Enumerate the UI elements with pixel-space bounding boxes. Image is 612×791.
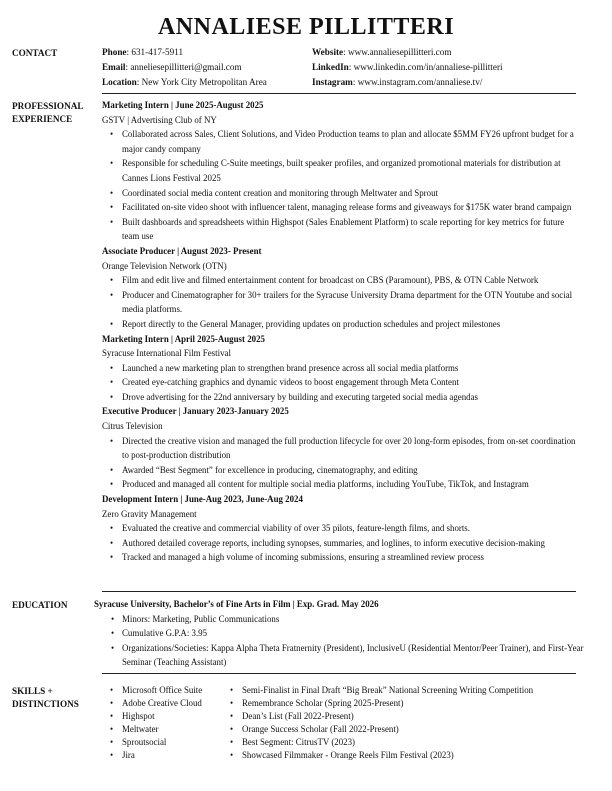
experience-list [102, 98, 582, 565]
job-bullet: • Producer and Cinematographer for 30+ trailers for the Syracuse University Drama department for the OTN Youtube and social media platforms. [102, 288, 582, 317]
location-value: : New York City Metropolitan Area [136, 77, 267, 87]
job-title: Executive Producer | January 2023-January 2025 [102, 406, 289, 417]
job-entry [102, 404, 582, 492]
job-bullet: • Tracked and managed a high volume of incoming submissions, ensuring a streamlined review process [102, 550, 582, 565]
education-divider [102, 673, 576, 674]
job-bullets [102, 361, 582, 405]
contact-email [102, 60, 267, 75]
contact-location [102, 75, 267, 90]
website-link[interactable]: : www.annaliesepillitteri.com [343, 47, 452, 57]
resume-name: ANNALIESE PILLITTERI [157, 14, 455, 40]
section-label-experience-line2: EXPERIENCE [12, 114, 73, 124]
contact-right-column [312, 45, 503, 90]
phone-value[interactable]: : 631-417-5911 [126, 47, 184, 57]
distinction-item: • Orange Success Scholar (Fall 2022-Present) [222, 723, 582, 736]
job-bullet: • Built dashboards and spreadsheets within Highspot (Sales Enablement Platform) to scale reporting for key metrics for future team use [102, 215, 582, 244]
education-bullet: • Cumulative G.P.A: 3.95 [94, 626, 584, 641]
distinction-item: • Best Segment: CitrusTV (2023) [222, 736, 582, 749]
contact-website [312, 45, 503, 60]
job-bullet: • Authored detailed coverage reports, including synopses, summaries, and loglines, to inform executive decision-making [102, 536, 582, 551]
job-bullet: • Film and edit live and filmed entertainment content for broadcast on CBS (Paramount), PBS, & OTN Cable Network [102, 273, 582, 288]
job-bullet: • Produced and managed all content for multiple social media platforms, including YouTube, TikTok, and Instagram [102, 477, 582, 492]
job-bullet: • Directed the creative vision and managed the full production lifecycle for over 20 long-form episodes, from on-set coordination to post-production distribution [102, 434, 582, 463]
email-label: Email [102, 62, 126, 72]
job-org: Syracuse International Film Festival [102, 348, 231, 359]
job-bullet: • Responsible for scheduling C-Suite meetings, built speaker profiles, and organized promotional materials for distribution at Cannes Lions Festival 2025 [102, 156, 582, 185]
instagram-label: Instagram [312, 77, 353, 87]
distinction-item: • Dean’s List (Fall 2022-Present) [222, 710, 582, 723]
job-entry [102, 492, 582, 565]
skill-item: • Adobe Creative Cloud [102, 697, 202, 710]
instagram-link[interactable]: : www.instagram.com/annaliese.tv/ [352, 77, 483, 87]
job-entry [102, 332, 582, 405]
education-bullet: • Minors: Marketing, Public Communications [94, 612, 584, 627]
linkedin-label: LinkedIn [312, 62, 349, 72]
skill-item: • Meltwater [102, 723, 202, 736]
contact-linkedin [312, 60, 503, 75]
skill-item: • Jira [102, 749, 202, 762]
distinction-item: • Remembrance Scholar (Spring 2025-Present) [222, 697, 582, 710]
section-label-education: EDUCATION [12, 600, 68, 610]
website-label: Website [312, 47, 344, 57]
distinctions-list [222, 684, 582, 762]
job-bullets [102, 434, 582, 492]
contact-divider [102, 93, 576, 94]
job-bullet: • Launched a new marketing plan to strengthen brand presence across all social media platforms [102, 361, 582, 376]
job-bullet: • Evaluated the creative and commercial viability of over 35 pilots, feature-length films, and shorts. [102, 521, 582, 536]
job-title: Marketing Intern | April 2025-August 2025 [102, 333, 265, 344]
contact-instagram [312, 75, 503, 90]
section-label-skills-line1: SKILLS + [12, 686, 53, 696]
phone-label: Phone [102, 47, 127, 57]
job-bullets [102, 273, 582, 331]
education-school: Syracuse University, Bachelor’s of Fine Arts in Film | Exp. Grad. May 2026 [94, 599, 379, 609]
job-org: Orange Television Network (OTN) [102, 260, 227, 271]
section-label-experience [12, 100, 83, 126]
job-entry [102, 244, 582, 332]
job-org: Citrus Television [102, 421, 163, 432]
job-bullets [102, 127, 582, 244]
job-bullet: • Coordinated social media content creation and monitoring through Meltwater and Sprout [102, 186, 582, 201]
job-title: Associate Producer | August 2023- Present [102, 245, 262, 256]
section-label-skills [12, 685, 79, 711]
job-bullet: • Awarded “Best Segment” for excellence in producing, cinematography, and editing [102, 463, 582, 478]
job-bullet: • Report directly to the General Manager, providing updates on production schedules and project milestones [102, 317, 582, 332]
email-value[interactable]: : anneliesepillitteri@gmail.com [125, 62, 242, 72]
experience-divider [102, 591, 576, 592]
skills-list [102, 684, 202, 762]
job-entry [102, 98, 582, 244]
distinction-item: • Showcased Filmmaker - Orange Reels Film Festival (2023) [222, 749, 582, 762]
job-org: GSTV | Advertising Club of NY [102, 114, 217, 125]
distinction-item: • Semi-Finalist in Final Draft “Big Break” National Screening Writing Competition [222, 684, 582, 697]
education-bullet: • Organizations/Societies: Kappa Alpha Theta Fratnernity (President), InclusiveU (Residential Mentor/Peer Trainer), and First-Year Seminar (Teaching Assistant) [94, 641, 584, 670]
linkedin-link[interactable]: : www.linkedin.com/in/annaliese-pillitteri [348, 62, 503, 72]
section-label-skills-line2: DISTINCTIONS [12, 699, 79, 709]
education-block [94, 597, 584, 670]
job-bullet: • Created eye-catching graphics and dynamic videos to boost engagement through Meta Content [102, 375, 582, 390]
contact-left-column [102, 45, 267, 90]
job-bullet: • Collaborated across Sales, Client Solutions, and Video Production teams to plan and allocate $5MM FY26 upfront budget for a major candy company [102, 127, 582, 156]
job-org: Zero Gravity Management [102, 508, 197, 519]
skill-item: • Highspot [102, 710, 202, 723]
job-title: Development Intern | June-Aug 2023, June-Aug 2024 [102, 494, 303, 505]
job-bullet: • Drove advertising for the 22nd anniversary by building and executing targeted social media agendas [102, 390, 582, 405]
education-bullets [94, 612, 584, 670]
skill-item: • Microsoft Office Suite [102, 684, 202, 697]
contact-phone [102, 45, 267, 60]
location-label: Location [102, 77, 137, 87]
job-bullets [102, 521, 582, 565]
skill-item: • Sproutsocial [102, 736, 202, 749]
section-label-experience-line1: PROFESSIONAL [12, 101, 84, 111]
job-bullet: • Facilitated on-site video shoot with influencer talent, managing release forms and giveaways for $175K water brand campaign [102, 200, 582, 215]
job-title: Marketing Intern | June 2025-August 2025 [102, 100, 264, 110]
section-label-contact: CONTACT [12, 48, 58, 58]
